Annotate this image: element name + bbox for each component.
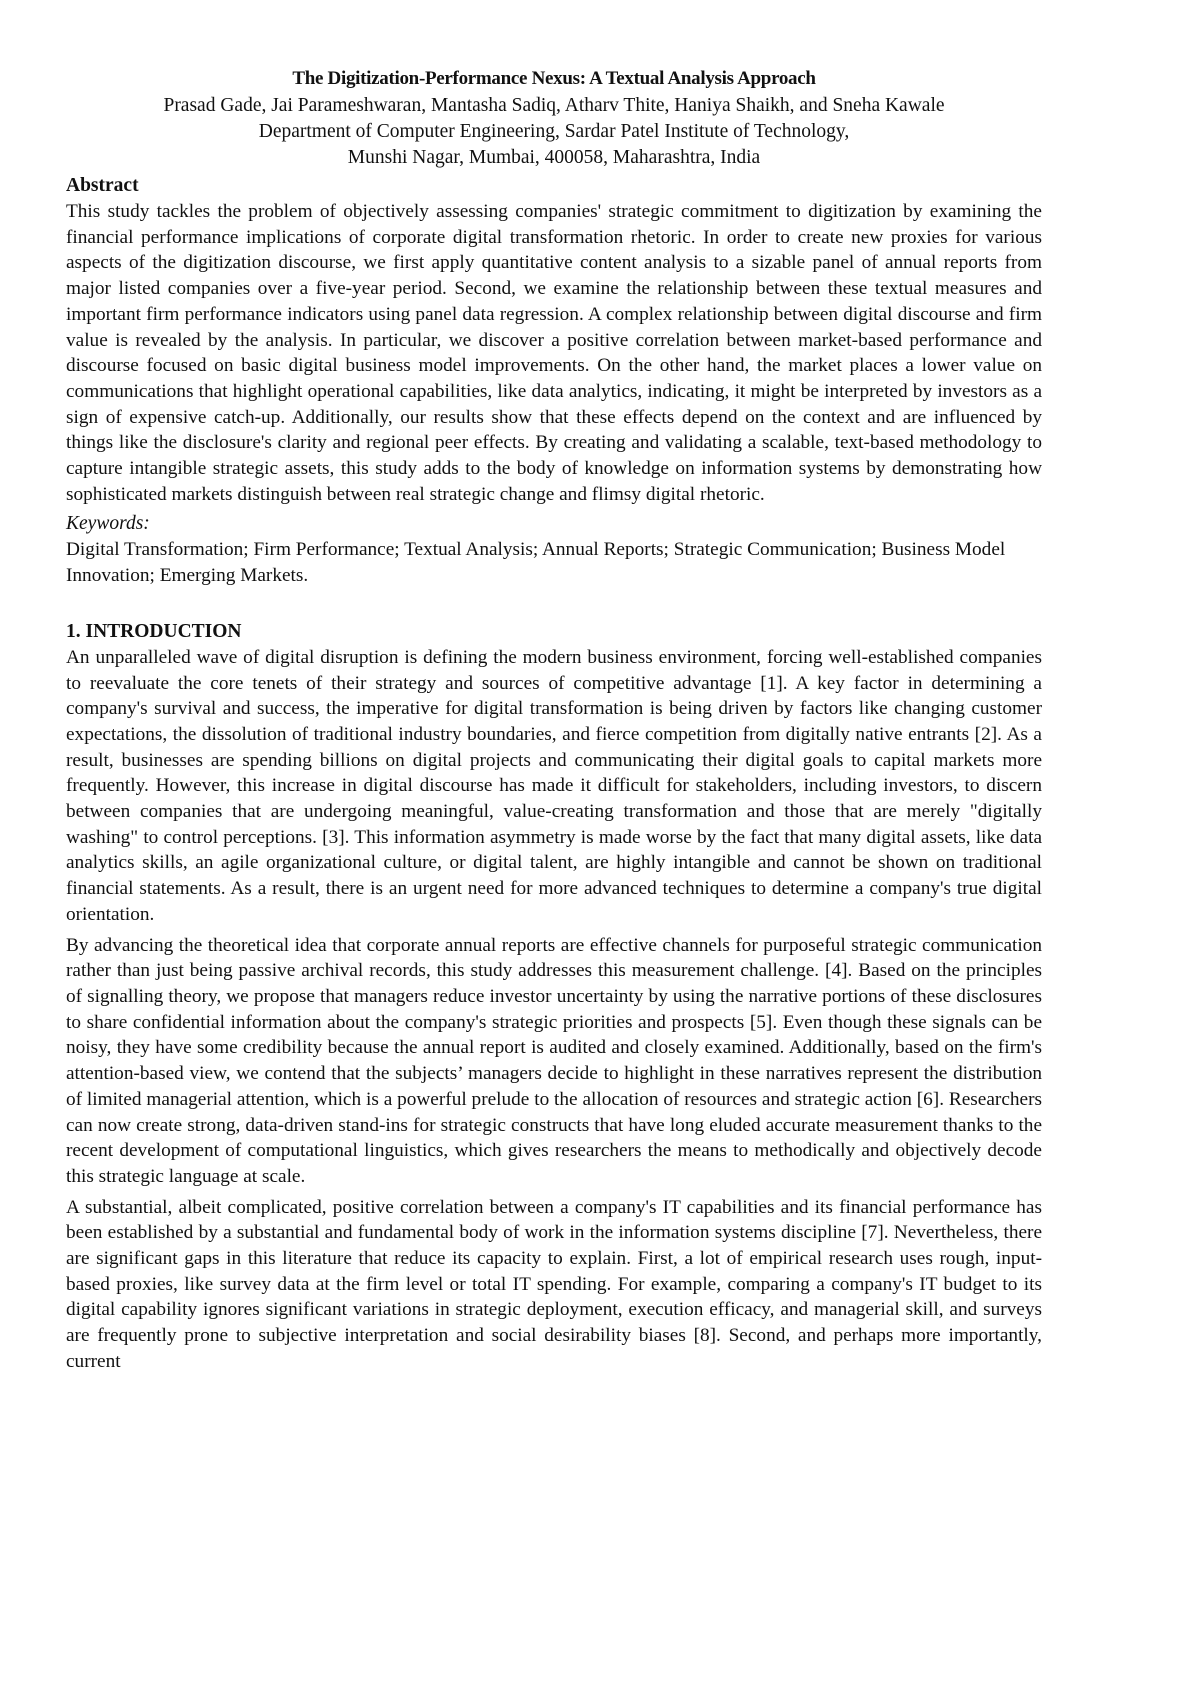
authors: Prasad Gade, Jai Parameshwaran, Mantasha Sadiq, Atharv Thite, Haniya Shaikh, and Sneha Kawale — [163, 95, 945, 116]
affiliation-line-2: Munshi Nagar, Mumbai, 400058, Maharashtra, India — [347, 147, 761, 168]
affiliation-line-1: Department of Computer Engineering, Sardar Patel Institute of Technology, — [258, 121, 850, 142]
section-heading-introduction: 1. INTRODUCTION — [66, 620, 242, 642]
abstract-heading: Abstract — [66, 175, 139, 196]
keywords-text: Digital Transformation; Firm Performance; Textual Analysis; Annual Reports; Strategic Communication; Business Model Innovation; Emerging Markets. — [66, 539, 1006, 587]
intro-paragraph-2: By advancing the theoretical idea that corporate annual reports are effective channels for purposeful strategic communication rather than just being passive archival records, this study addresses this measurement challenge. [4]. Based on the principles of signalling theory, we propose that managers reduce investor uncertainty by using the narrative portions of these disclosures to share confidential information about the company's strategic priorities and prospects [5]. Even though these signals can be noisy, they have some credibility because the annual report is audited and closely examined. Additionally, based on the firm's attention-based view, we contend that the subjects’ managers decide to highlight in these narratives represent the distribution of limited managerial attention, which is a powerful prelude to the allocation of resources and strategic action [6]. Researchers can now create strong, data-driven stand-ins for strategic constructs that have long eluded accurate measurement thanks to the recent development of computational linguistics, which gives researchers the means to methodically and objectively decode this strategic language at scale. — [66, 934, 1042, 1187]
intro-paragraph-1: An unparalleled wave of digital disruption is defining the modern business environment, forcing well-established companies to reevaluate the core tenets of their strategy and sources of competitive advantage [1]. A key factor in determining a company's survival and success, the imperative for digital transformation is being driven by factors like changing customer expectations, the dissolution of traditional industry boundaries, and fierce competition from digitally native entrants [2]. As a result, businesses are spending billions on digital projects and communicating their digital goals to capital markets more frequently. However, this increase in digital discourse has made it difficult for stakeholders, including investors, to discern between companies that are undergoing meaningful, value-creating transformation and those that are merely "digitally washing" to control perceptions. [3]. This information asymmetry is made worse by the fact that many digital assets, like data analytics skills, an agile organizational culture, or digital talent, are highly intangible and cannot be shown on traditional financial statements. As a result, there is an urgent need for more advanced techniques to determine a company's true digital orientation. — [66, 646, 1042, 925]
keywords-heading: Keywords: — [66, 513, 150, 535]
paper-page — [66, 66, 1042, 1375]
intro-paragraph-3: A substantial, albeit complicated, positive correlation between a company's IT capabilities and its financial performance has been established by a substantial and fundamental body of work in the information systems discipline [7]. Nevertheless, there are significant gaps in this literature that reduce its capacity to explain. First, a lot of empirical research uses rough, input-based proxies, like survey data at the firm level or total IT spending. For example, comparing a company's IT budget to its digital capability ignores significant variations in strategic deployment, execution efficacy, and managerial skill, and surveys are frequently prone to subjective interpretation and social desirability biases [8]. Second, and perhaps more importantly, current — [66, 1196, 1042, 1372]
paper-title: The Digitization-Performance Nexus: A Textual Analysis Approach — [292, 68, 816, 89]
abstract-text: This study tackles the problem of objectively assessing companies' strategic commitment to digitization by examining the financial performance implications of corporate digital transformation rhetoric. In order to create new proxies for various aspects of the digitization discourse, we first apply quantitative content analysis to a sizable panel of annual reports from major listed companies over a five-year period. Second, we examine the relationship between these textual measures and important firm performance indicators using panel data regression. A complex relationship between digital discourse and firm value is revealed by the analysis. In particular, we discover a positive correlation between market-based performance and discourse focused on basic digital business model improvements. On the other hand, the market places a lower value on communications that highlight operational capabilities, like data analytics, indicating, it might be interpreted by investors as a sign of expensive catch-up. Additionally, our results show that these effects depend on the context and are influenced by things like the disclosure's clarity and regional peer effects. By creating and validating a scalable, text-based methodology to capture intangible strategic assets, this study adds to the body of knowledge on information systems by demonstrating how sophisticated markets distinguish between real strategic change and flimsy digital rhetoric. — [66, 201, 1042, 505]
